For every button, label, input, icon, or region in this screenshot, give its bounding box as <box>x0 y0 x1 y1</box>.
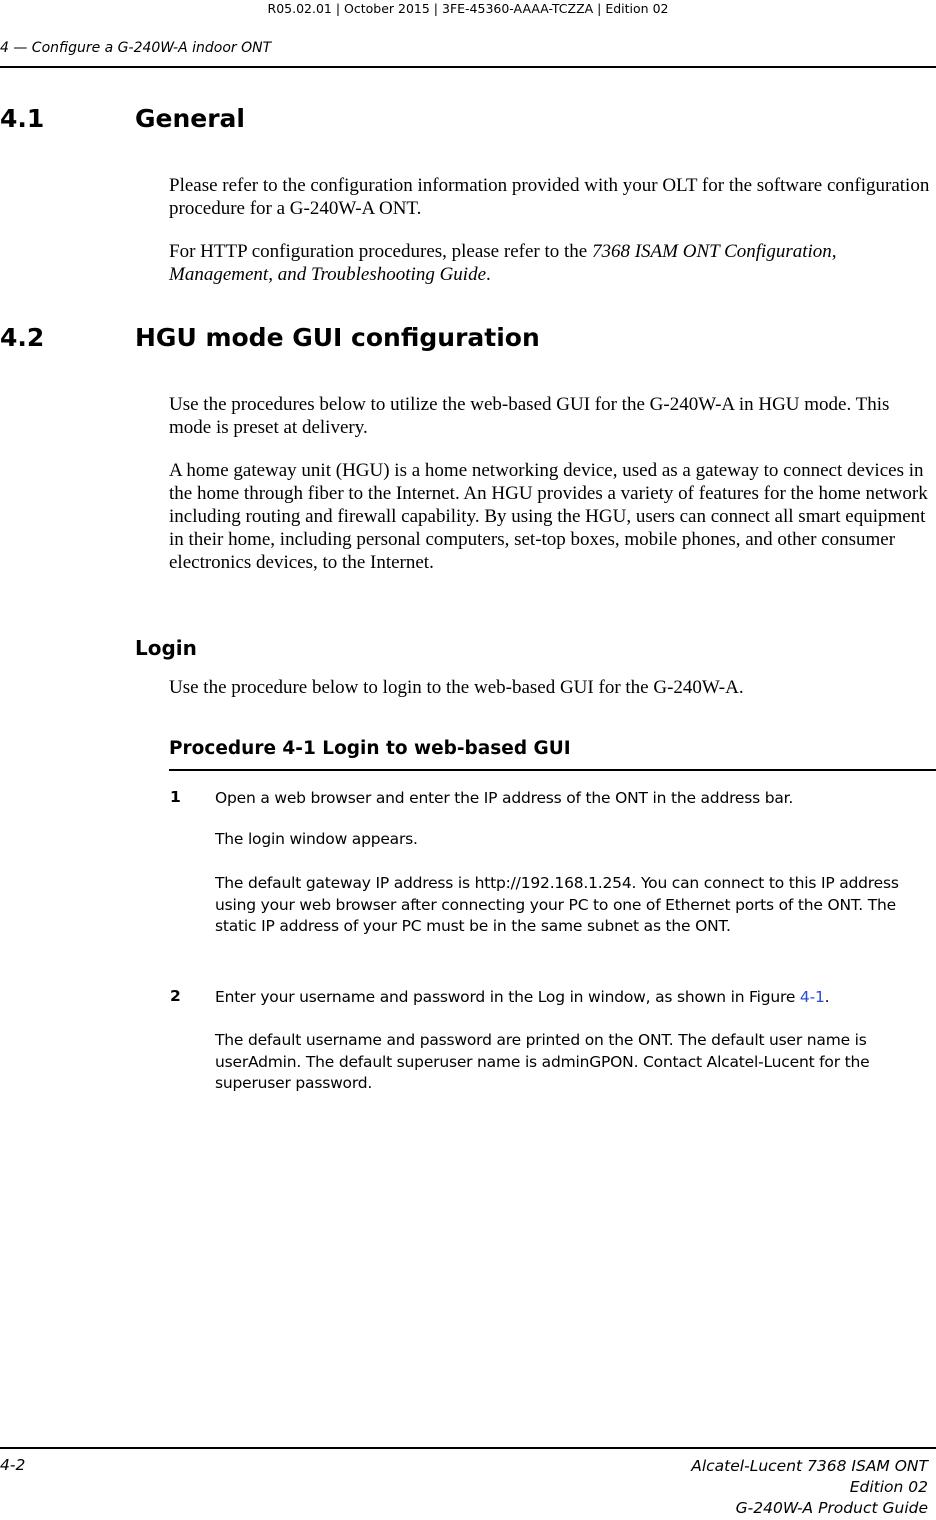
step-2-note-1: The default username and password are printed on the ONT. The default user name is userAdmin. The default superuser name is adminGPON. Contact Alcatel-Lucent for the superuser password. <box>215 1031 870 1092</box>
section-number: 4.2 <box>0 323 45 352</box>
figure-link[interactable]: 4-1 <box>799 988 825 1006</box>
hgu-paragraph-2: A home gateway unit (HGU) is a home networking device, used as a gateway to connect devices in the home through fiber to the Internet. An HGU provides a variety of features for the home network including routing and firewall capability. By using the HGU, users can connect all smart equipment in their home, including personal computers, set-top boxes, mobile phones, and other consumer electronics devices, to the Internet. <box>169 460 928 573</box>
section-number: 4.1 <box>0 104 45 133</box>
login-heading: Login <box>135 636 197 660</box>
procedure-title: Procedure 4-1 Login to web-based GUI <box>169 738 571 759</box>
header-rule <box>0 66 936 68</box>
section-title: HGU mode GUI configuration <box>135 323 540 352</box>
page-number: 4-2 <box>0 1456 26 1474</box>
running-head: 4 — Configure a G-240W-A indoor ONT <box>0 40 272 56</box>
general-paragraph-2 <box>169 240 934 286</box>
section-heading-4-2 <box>0 323 540 352</box>
step-number: 2 <box>170 987 181 1005</box>
paragraph-text: . <box>486 264 491 285</box>
document-info-bar: R05.02.01 | October 2015 | 3FE-45360-AAAA-TCZZA | Edition 02 <box>267 1 669 16</box>
guide-name: G-240W-A Product Guide <box>735 1499 928 1517</box>
step-1-note-2: The default gateway IP address is http://192.168.1.254. You can connect to this IP address using your web browser after connecting your PC to one of Ethernet ports of the ONT. The static IP address of your PC must be in the same subnet as the ONT. <box>215 874 899 935</box>
step-number: 1 <box>170 788 181 806</box>
section-heading-4-1 <box>0 104 245 133</box>
step-1-text: Open a web browser and enter the IP address of the ONT in the address bar. <box>215 789 794 807</box>
paragraph-text: For HTTP configuration procedures, please refer to the <box>169 241 592 262</box>
step-text: . <box>824 988 830 1006</box>
guide-reference: 7368 ISAM ONT Configuration, Management, and Troubleshooting Guide <box>169 241 837 285</box>
step-text: Enter your username and password in the Log in window, as shown in Figure <box>215 988 800 1006</box>
section-title: General <box>135 104 245 133</box>
footer-rule <box>0 1447 936 1449</box>
footer-product-info <box>691 1456 928 1519</box>
hgu-paragraph-1: Use the procedures below to utilize the web-based GUI for the G-240W-A in HGU mode. This mode is preset at delivery. <box>169 394 890 438</box>
step-2-text <box>215 987 934 1009</box>
edition: Edition 02 <box>849 1478 928 1496</box>
step-1-note-1: The login window appears. <box>215 830 418 848</box>
general-paragraph-1: Please refer to the configuration information provided with your OLT for the software configuration procedure for a G-240W-A ONT. <box>169 175 930 219</box>
product-name: Alcatel-Lucent 7368 ISAM ONT <box>691 1457 928 1475</box>
procedure-rule <box>169 769 936 771</box>
login-intro: Use the procedure below to login to the web-based GUI for the G-240W-A. <box>169 677 744 698</box>
